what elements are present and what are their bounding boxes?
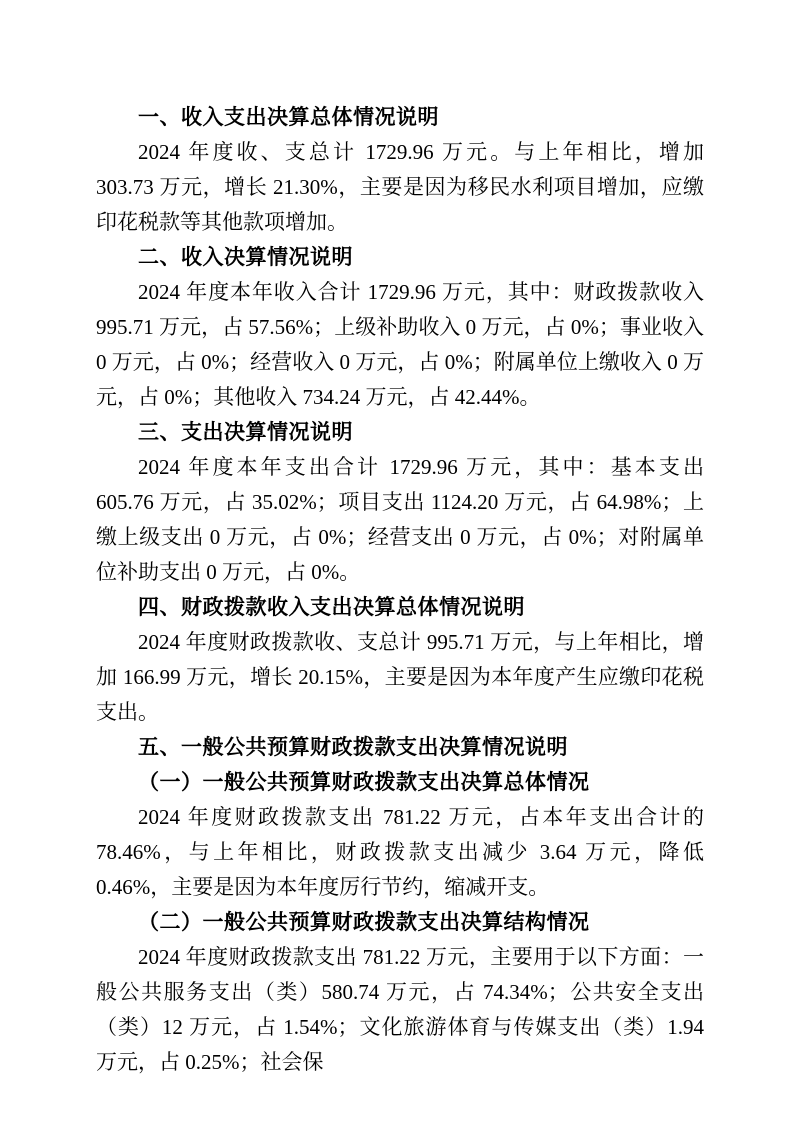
document-content xyxy=(96,100,704,1080)
section-expense-summary-paragraph: 2024 年度本年支出合计 1729.96 万元，其中：基本支出 605.76 万元，占 35.02%；项目支出 1124.20 万元，占 64.98%；上缴上级支出 0 万元，占 0%；经营支出 0 万元，占 0%；对附属单位补助支出 0 万元，占 0%。 xyxy=(96,455,704,584)
section-expense-summary-heading: 三、支出决算情况说明 xyxy=(138,421,353,444)
section-expense-summary xyxy=(96,415,704,590)
subsection-general-budget-overall-paragraph: 2024 年度财政拨款支出 781.22 万元，占本年支出合计的 78.46%，与上年相比，财政拨款支出减少 3.64 万元，降低 0.46%，主要是因为本年度厉行节约，缩减开支。 xyxy=(96,805,704,899)
subsection-general-budget-structure xyxy=(96,905,704,1080)
section-overall-summary xyxy=(96,100,704,240)
section-general-budget-expense xyxy=(96,730,704,765)
section-overall-summary-paragraph: 2024 年度收、支总计 1729.96 万元。与上年相比，增加 303.73 万元，增长 21.30%，主要是因为移民水利项目增加，应缴印花税款等其他款项增加。 xyxy=(96,140,704,234)
section-general-budget-expense-heading: 五、一般公共预算财政拨款支出决算情况说明 xyxy=(138,736,568,759)
section-income-summary xyxy=(96,240,704,415)
section-fiscal-allocation-overview-heading: 四、财政拨款收入支出决算总体情况说明 xyxy=(138,596,525,619)
subsection-general-budget-overall xyxy=(96,765,704,905)
section-fiscal-allocation-overview xyxy=(96,590,704,730)
section-fiscal-allocation-overview-paragraph: 2024 年度财政拨款收、支总计 995.71 万元，与上年相比，增加 166.99 万元，增长 20.15%，主要是因为本年度产生应缴印花税支出。 xyxy=(96,630,704,724)
subsection-general-budget-overall-heading: （一）一般公共预算财政拨款支出决算总体情况 xyxy=(138,771,590,794)
section-income-summary-paragraph: 2024 年度本年收入合计 1729.96 万元，其中：财政拨款收入 995.71 万元，占 57.56%；上级补助收入 0 万元，占 0%；事业收入 0 万元，占 0%；经营收入 0 万元，占 0%；附属单位上缴收入 0 万元，占 0%；其他收入 734.24 万元，占 42.44%。 xyxy=(96,280,704,409)
subsection-general-budget-structure-paragraph: 2024 年度财政拨款支出 781.22 万元，主要用于以下方面：一般公共服务支出（类）580.74 万元，占 74.34%；公共安全支出（类）12 万元，占 1.54%；文化旅游体育与传媒支出（类）1.94 万元，占 0.25%；社会保 xyxy=(96,945,704,1074)
section-income-summary-heading: 二、收入决算情况说明 xyxy=(138,246,353,269)
subsection-general-budget-structure-heading: （二）一般公共预算财政拨款支出决算结构情况 xyxy=(138,911,590,934)
section-overall-summary-heading: 一、收入支出决算总体情况说明 xyxy=(138,106,439,129)
